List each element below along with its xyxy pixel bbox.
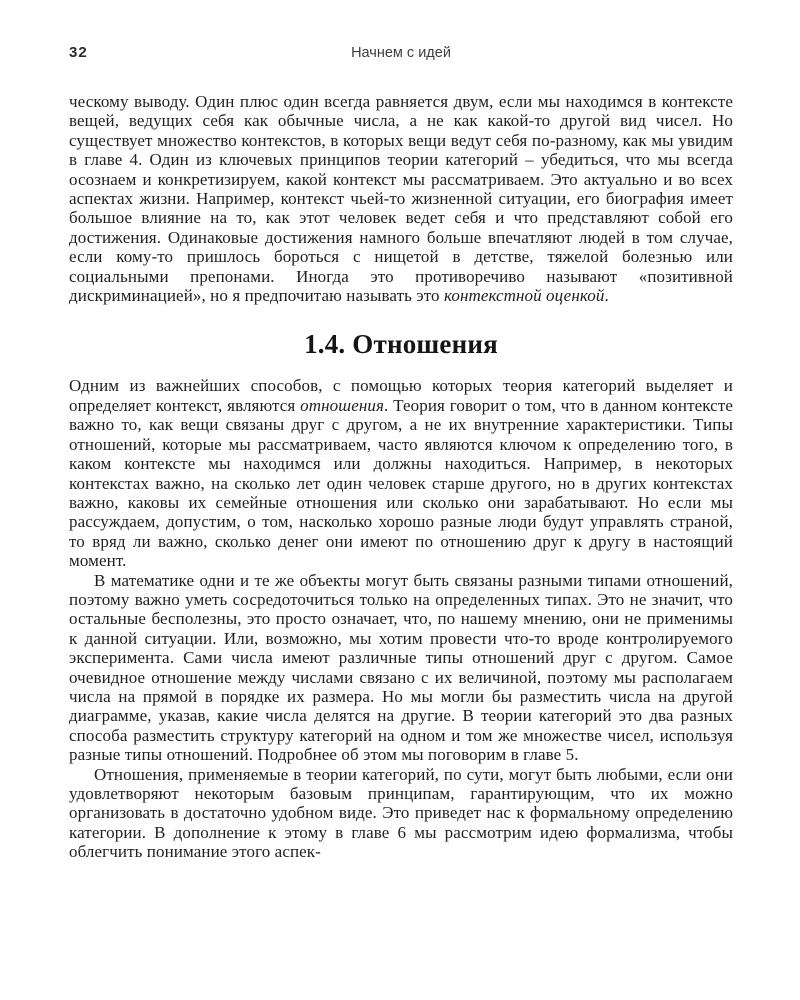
body-text: . [604,286,609,306]
body-text: . Теория говорит о том, что в данном контексте важно то, как вещи связаны друг с другом, а не их внутренние характеристики. Типы отношений, которые мы рассматриваем, часто являются ключом к определению того, в каком контексте мы находимся или должны находиться. Например, в некоторых контекстах важно, на сколько лет один человек старше другого, но в других контекстах важно, каковы их семейные отношения или сколько они зарабатывают. Но если мы рассуждаем, допустим, о том, насколько хорошо разные люди будут управлять страной, то вряд ли важно, сколько денег они имеют по отношению друг к другу в настоящий момент. [69,395,734,571]
running-head [69,44,733,64]
paragraph [69,765,733,862]
paragraph [69,376,733,570]
paragraph [69,571,733,765]
italic-text: контекстной оценкой [443,286,605,306]
body-text: Одним из важнейших способов, с помощью которых теория категорий выделяет и определяет контекст, являются [69,376,733,415]
page-body [69,92,733,862]
body-text: В математике одни и те же объекты могут быть связаны разными типами отношений, поэтому важно уметь сосредоточиться только на определенных типах. Это не значит, что остальные бесполезны, это просто означает, что, по нашему мнению, они не применимы к данной ситуации. Или, возможно, мы хотим провести что-то вроде контролируемого эксперимента. Сами числа имеют различные типы отношений друг с другом. Самое очевидное отношение между числами связано с их величиной, поэтому мы располагаем числа на прямой в порядке их размера. Но мы могли бы разместить числа на другой диаграмме, указав, какие числа делятся на другие. В теории категорий это два разных способа разместить структуру категорий на одном и том же множестве чисел, используя разные типы отношений. Подробнее об этом мы поговорим в главе 5. [69,570,733,765]
page-number: 32 [69,44,88,61]
running-title: Начнем с идей [351,45,451,61]
section-heading: 1.4. Отношения [304,329,498,360]
body-text: Отношения, применяемые в теории категорий, по сути, могут быть любыми, если они удовлетворяют некоторым базовым принципам, гарантирующим, что их можно организовать в достаточно удобном виде. Это приведет нас к формальному определению категории. В дополнение к этому в главе 6 мы рассмотрим идею формализма, чтобы облегчить понимание этого аспек- [69,764,733,862]
paragraph [69,92,733,305]
italic-text: отношения [300,395,384,415]
body-text: ческому выводу. Один плюс один всегда равняется двум, если мы находимся в контексте вещей, ведущих себя как обычные числа, а не как какой-то другой вид чисел. Но существует множество контекстов, в которых вещи ведут себя по-разному, как мы увидим в главе 4. Один из ключевых принципов теории категорий – убедиться, что мы всегда осознаем и конкретизируем, какой контекст мы рассматриваем. Это актуально и во всех аспектах жизни. Например, контекст чьей-то жизненной ситуации, его биография имеет большое влияние на то, как этот человек ведет себя и что представляют собой его достижения. Одинаковые достижения намного больше впечатляют людей в том случае, если кому-то пришлось бороться с нищетой в детстве, тяжелой болезнью или социальными препонами. Иногда это противоречиво называют «позитивной дискриминацией», но я предпочитаю называть это [69,92,733,306]
